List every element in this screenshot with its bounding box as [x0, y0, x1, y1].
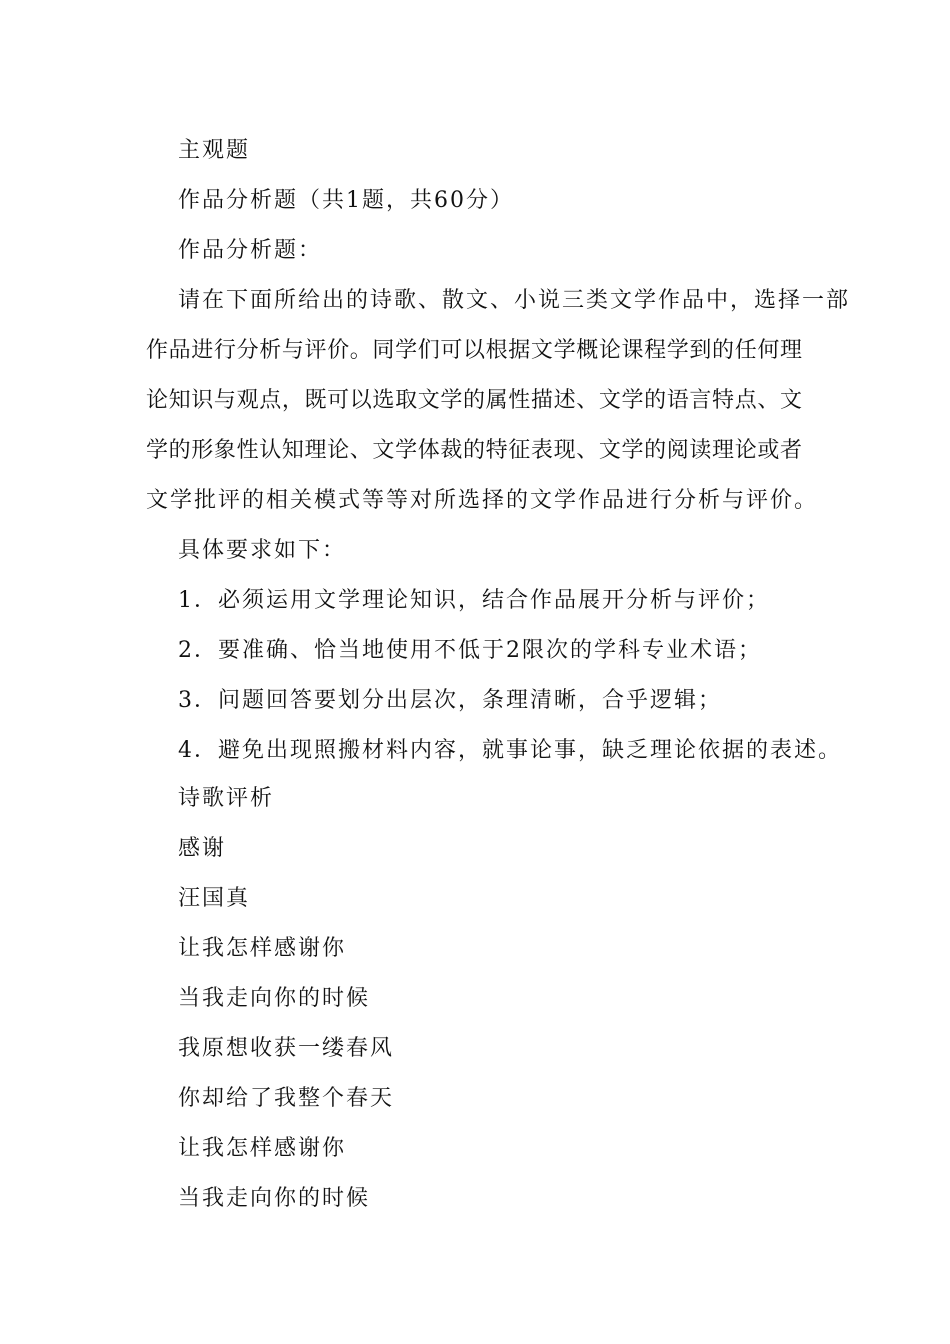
poem-author: 汪国真	[178, 886, 251, 911]
instruction-line: 文学批评的相关模式等等对所选择的文学作品进行分析与评价。	[146, 488, 819, 513]
instruction-line: 学的形象性认知理论、文学体裁的特征表现、文学的阅读理论或者	[146, 438, 802, 463]
question-type: 作品分析题（共1题，共60分）	[178, 188, 514, 213]
poem-section-heading: 诗歌评析	[178, 786, 275, 811]
requirement-item: 2．要准确、恰当地使用不低于2限次的学科专业术语；	[178, 638, 762, 663]
poem-line: 你却给了我整个春天	[178, 1086, 395, 1111]
requirement-item: 1．必须运用文学理论知识，结合作品展开分析与评价；	[178, 588, 770, 613]
question-label: 作品分析题：	[178, 238, 323, 263]
requirements-label: 具体要求如下：	[178, 538, 347, 563]
poem-line: 我原想收获一缕春风	[178, 1036, 395, 1061]
poem-title: 感谢	[178, 836, 227, 861]
instruction-line: 作品进行分析与评价。同学们可以根据文学概论课程学到的任何理	[146, 338, 802, 363]
poem-line: 让我怎样感谢你	[178, 1136, 347, 1161]
requirement-item: 4．避免出现照搬材料内容，就事论事，缺乏理论依据的表述。	[178, 738, 842, 763]
poem-line: 当我走向你的时候	[178, 986, 371, 1011]
requirement-item: 3．问题回答要划分出层次，条理清晰，合乎逻辑；	[178, 688, 722, 713]
instruction-line: 论知识与观点，既可以选取文学的属性描述、文学的语言特点、文	[146, 388, 802, 413]
poem-line: 当我走向你的时候	[178, 1186, 371, 1211]
poem-line: 让我怎样感谢你	[178, 936, 347, 961]
instruction-line: 请在下面所给出的诗歌、散文、小说三类文学作品中，选择一部	[178, 288, 851, 313]
section-title: 主观题	[178, 138, 251, 163]
